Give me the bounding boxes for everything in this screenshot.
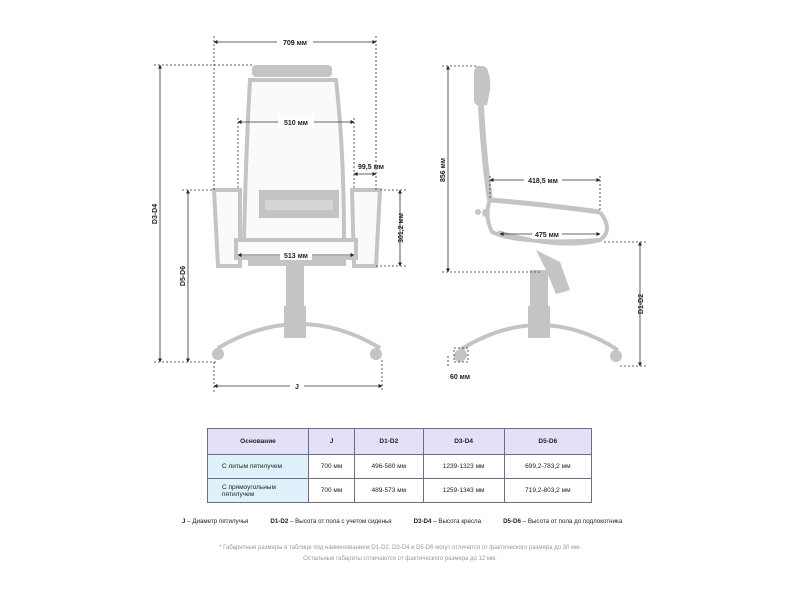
footnote: Остальные габариты отличаются от фактического размера до 12 мм. — [303, 556, 497, 562]
front-view-chair — [212, 65, 382, 360]
armrest-width-label: 99,5 мм — [358, 164, 384, 171]
caster-label: 60 мм — [449, 374, 471, 381]
table-cell: 1239-1323 мм — [423, 455, 504, 479]
table-cell: 496-580 мм — [355, 455, 424, 479]
table-header-cell: D3-D4 — [423, 429, 504, 455]
table-row — [208, 455, 592, 479]
legend-item: D1-D2 – Высота от пола с учетом сиденья — [270, 518, 392, 525]
d1-d2-label: D1-D2 — [638, 293, 645, 315]
seat-depth-top-label: 418,5 мм — [528, 178, 558, 185]
table-cell: 700 мм — [309, 455, 355, 479]
dimensions-table — [207, 428, 592, 503]
table-header-row — [208, 429, 592, 455]
table-cell: С прямоугольным пятилучем — [208, 479, 309, 503]
legend — [182, 518, 642, 525]
table-cell: 699,2-783,2 мм — [504, 455, 591, 479]
back-height-label: 856 мм — [440, 158, 447, 182]
table-header-cell: D5-D6 — [504, 429, 591, 455]
legend-item: D3-D4 – Высота кресла — [413, 518, 482, 525]
legend-item: J – Диаметр пятилучья — [182, 518, 249, 525]
table-header-cell: D1-D2 — [355, 429, 424, 455]
base-j-label: J — [295, 384, 299, 391]
legend-item: D5-D6 – Высота от пола до подлокотника — [503, 518, 623, 525]
armrest-height-label: 301,2 мм — [398, 213, 405, 243]
side-view-chair — [454, 66, 622, 362]
seat-width-label: 513 мм — [284, 253, 308, 260]
table-header-cell: Основание — [208, 429, 309, 455]
table-cell: 1259-1343 мм — [423, 479, 504, 503]
caster-icon — [455, 349, 467, 361]
d5-d6-label: D5-D6 — [180, 265, 187, 287]
seat-depth-label: 475 мм — [535, 232, 559, 239]
table-cell: 719,2-803,2 мм — [504, 479, 591, 503]
table-cell: 489-573 мм — [355, 479, 424, 503]
d3-d4-label: D3-D4 — [152, 203, 159, 225]
table-cell: С литым пятилучем — [208, 455, 309, 479]
seat-back-width-label: 510 мм — [284, 120, 308, 127]
table-header-cell: J — [309, 429, 355, 455]
width-label: 709 мм — [283, 40, 307, 47]
footnote: * Габаритные размеры в таблице под наименованием D1-D2, D3-D4 и D5-D6 могут отличатся от фактического размера до 30 мм. — [219, 545, 581, 551]
table-row — [208, 479, 592, 503]
table-cell: 700 мм — [309, 479, 355, 503]
